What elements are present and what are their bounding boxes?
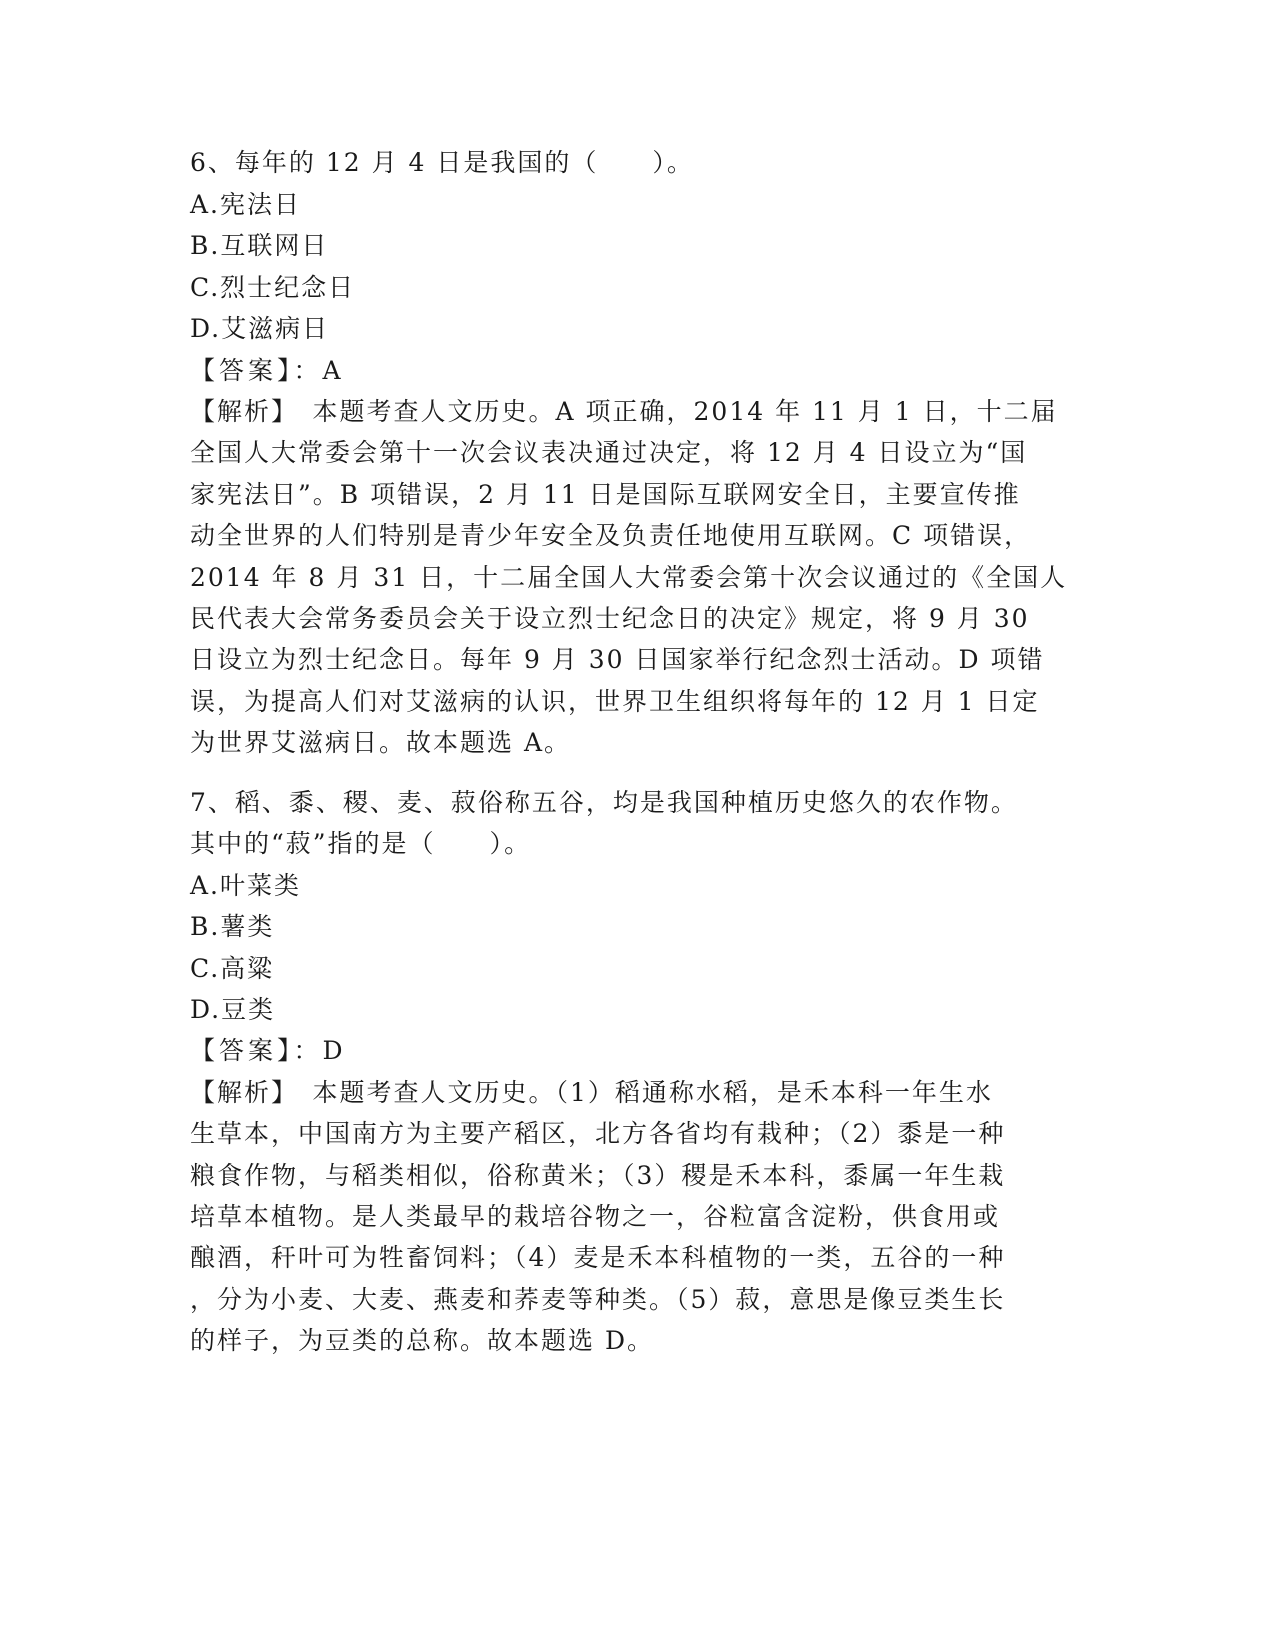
question-7-analysis-line: 培草本植物。是人类最早的栽培谷物之一，谷粒富含淀粉，供食用或: [190, 1202, 1001, 1231]
question-6-option-a: A.宪法日: [190, 190, 302, 219]
question-6-analysis-line: 2014 年 8 月 31 日，十二届全国人大常委会第十次会议通过的《全国人: [190, 563, 1068, 592]
question-7-stem: 其中的“菽”指的是（ ）。: [190, 829, 532, 858]
question-6-analysis-line: 误，为提高人们对艾滋病的认识，世界卫生组织将每年的 12 月 1 日定: [190, 687, 1040, 716]
question-7-option-b: B.薯类: [190, 912, 275, 941]
question-6-analysis-line: 日设立为烈士纪念日。每年 9 月 30 日国家举行纪念烈士活动。D 项错: [190, 645, 1045, 674]
question-7-option-a: A.叶菜类: [190, 871, 302, 900]
question-7-analysis-line: 【解析】 本题考查人文历史。（1）稻通称水稻，是禾本科一年生水: [190, 1078, 993, 1107]
question-6-option-d: D.艾滋病日: [190, 314, 330, 343]
question-7-option-d: D.豆类: [190, 995, 276, 1024]
question-7-option-c: C.高粱: [190, 954, 275, 983]
question-7-analysis-line: 的样子，为豆类的总称。故本题选 D。: [190, 1326, 654, 1355]
question-6-analysis-line: 家宪法日”。B 项错误，2 月 11 日是国际互联网安全日，主要宣传推: [190, 480, 1021, 509]
answer-label: 【答案】：: [190, 356, 323, 385]
question-6-analysis-line: 全国人大常委会第十一次会议表决通过决定，将 12 月 4 日设立为“国: [190, 438, 1028, 467]
answer-label: 【答案】：: [190, 1036, 323, 1065]
question-6-option-b: B.互联网日: [190, 231, 329, 260]
question-7-analysis-line: 粮食作物，与稻类相似，俗称黄米；（3）稷是禾本科，黍属一年生栽: [190, 1161, 1006, 1190]
question-7-answer: [190, 1034, 1090, 1068]
question-7-analysis-line: ，分为小麦、大麦、燕麦和荞麦等种类。（5）菽，意思是像豆类生长: [190, 1285, 1006, 1314]
question-7-analysis-line: 生草本，中国南方为主要产稻区，北方各省均有栽种；（2）黍是一种: [190, 1119, 1006, 1148]
answer-value: D: [322, 1036, 345, 1065]
question-7-analysis-line: 酿酒，秆叶可为牲畜饲料；（4）麦是禾本科植物的一类，五谷的一种: [190, 1243, 1006, 1272]
question-6-analysis-line: 【解析】 本题考查人文历史。A 项正确，2014 年 11 月 1 日，十二届: [190, 397, 1058, 426]
question-7-stem: 7、稻、黍、稷、麦、菽俗称五谷，均是我国种植历史悠久的农作物。: [190, 788, 1018, 817]
answer-value: A: [322, 356, 343, 385]
question-6-option-c: C.烈士纪念日: [190, 273, 356, 302]
question-6-analysis-line: 民代表大会常务委员会关于设立烈士纪念日的决定》规定，将 9 月 30: [190, 604, 1030, 633]
question-6-stem: 6、每年的 12 月 4 日是我国的（ ）。: [190, 148, 694, 177]
question-6-answer: [190, 354, 1090, 388]
question-6-analysis-line: 为世界艾滋病日。故本题选 A。: [190, 728, 572, 757]
question-6-analysis-line: 动全世界的人们特别是青少年安全及负责任地使用互联网。C 项错误，: [190, 521, 1032, 550]
